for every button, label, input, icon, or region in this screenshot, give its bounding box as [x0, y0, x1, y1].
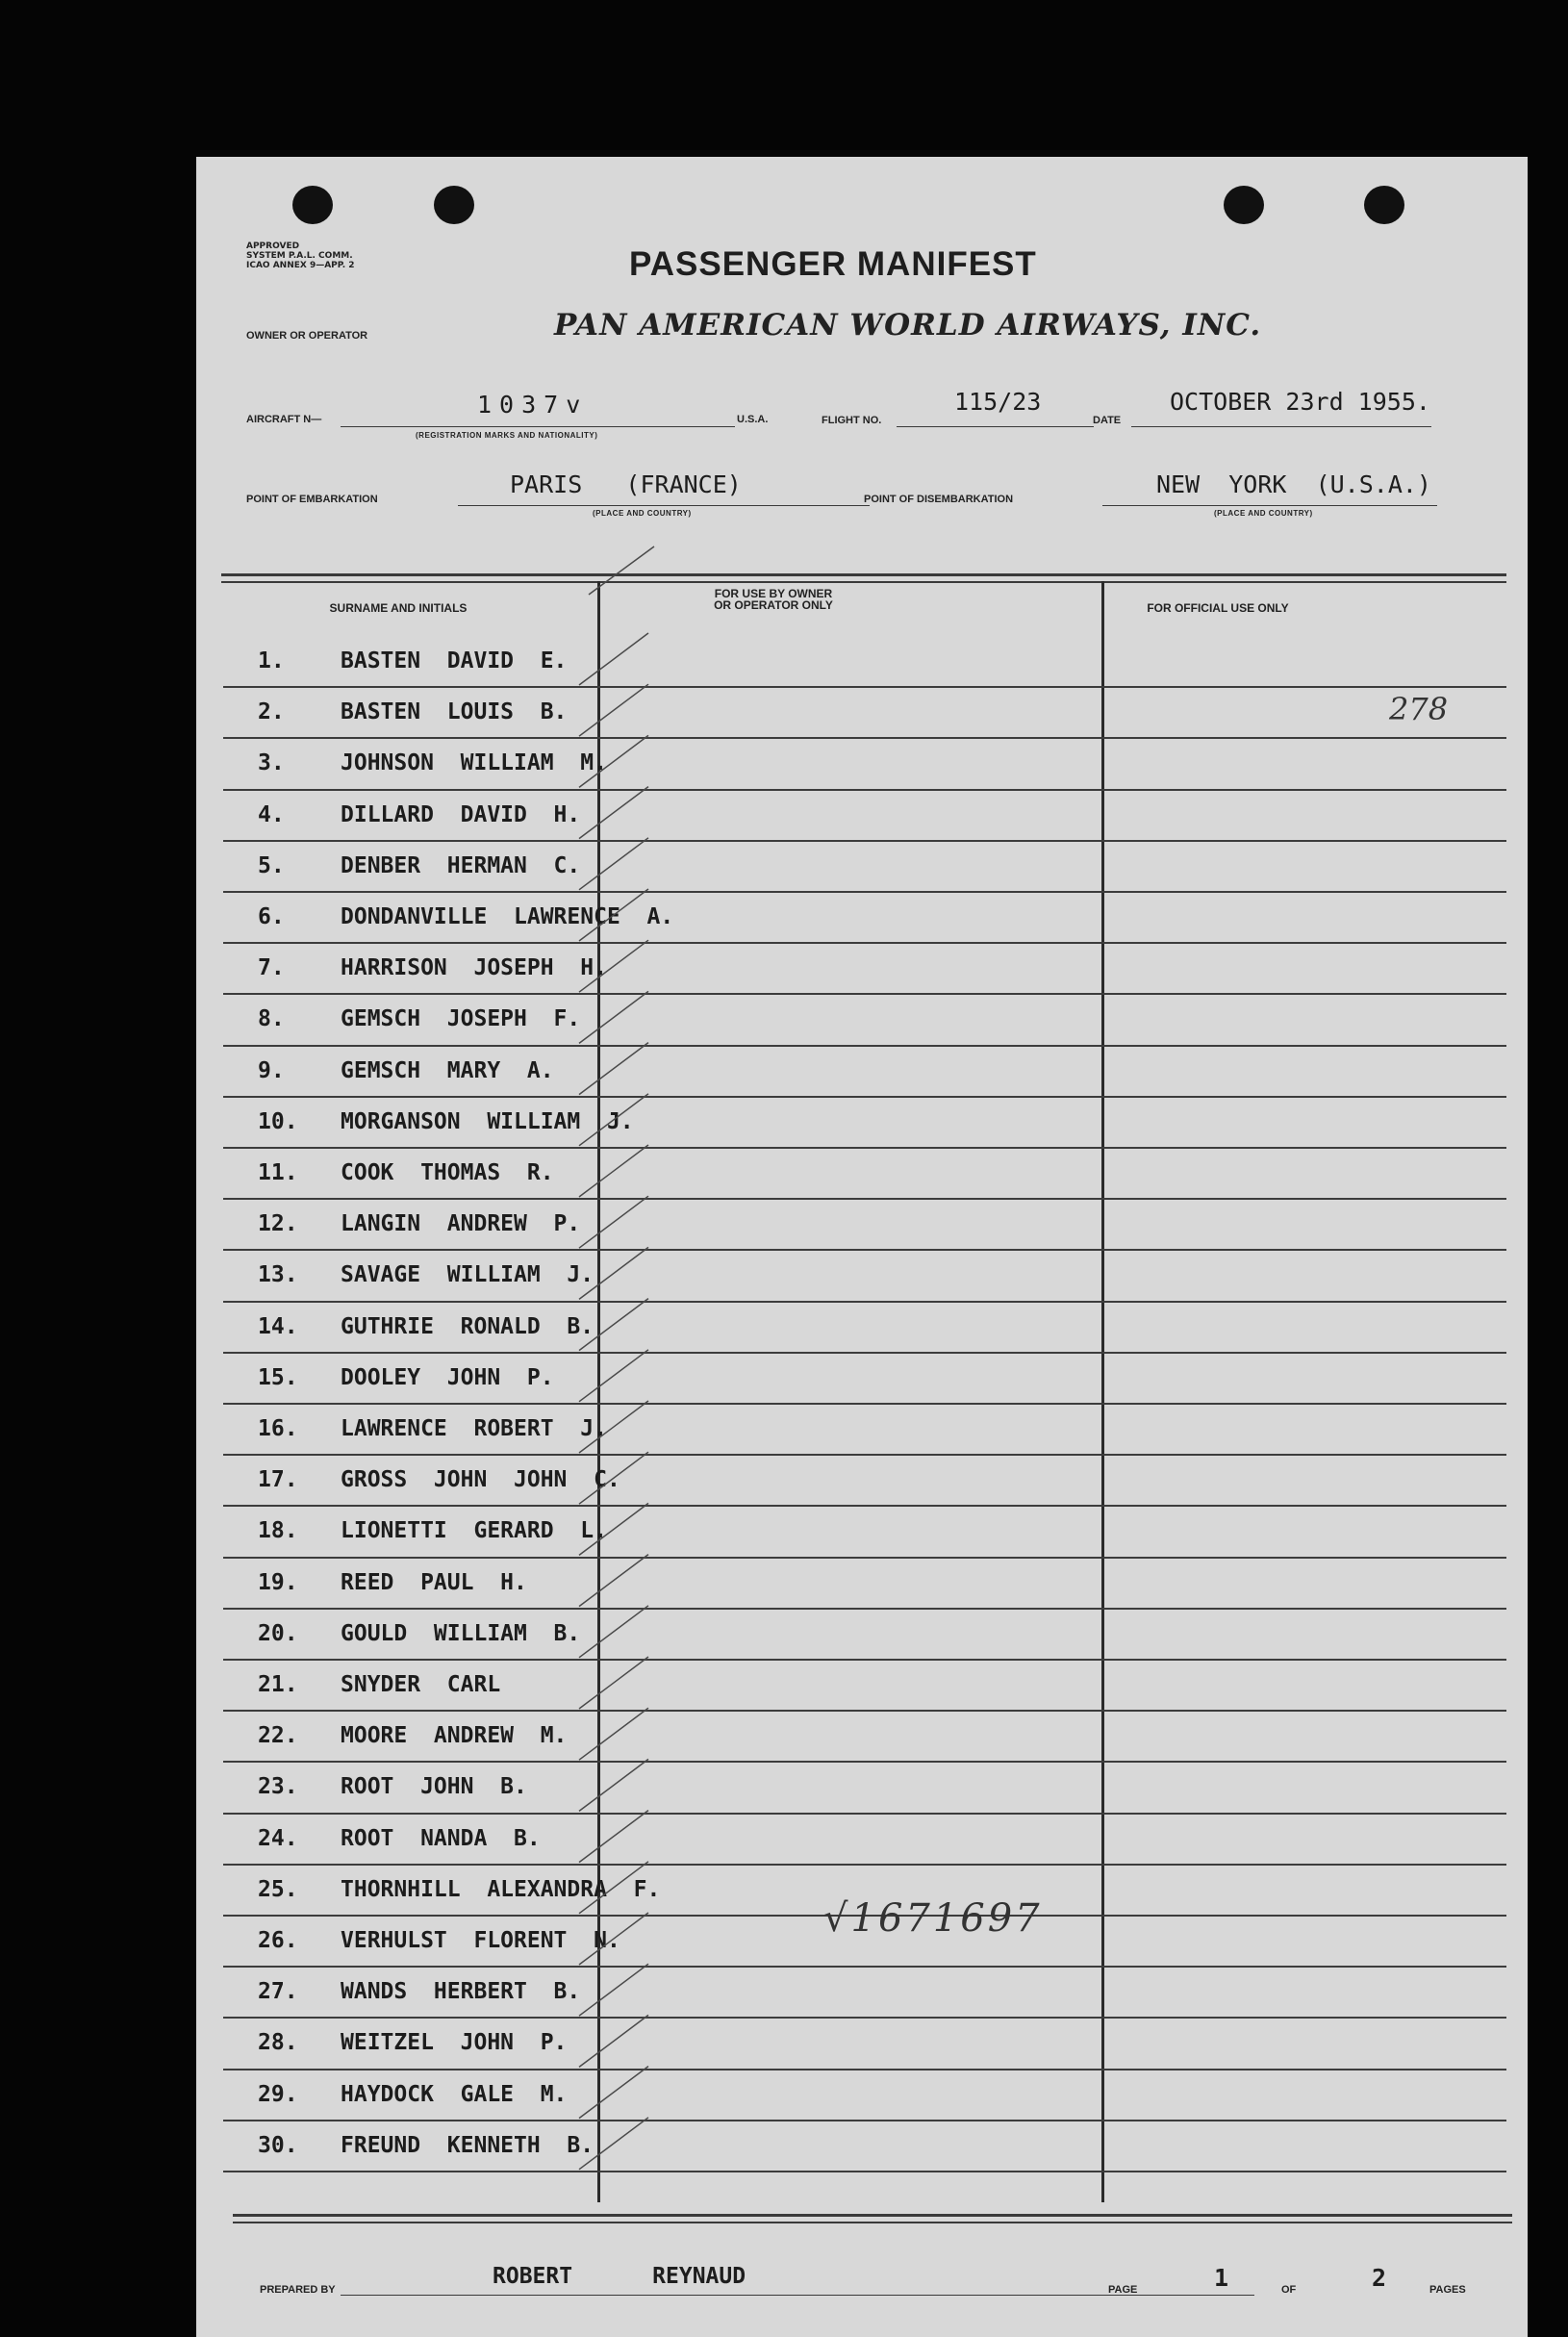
check-mark — [579, 1043, 648, 1095]
passenger-name: DENBER HERMAN C. — [341, 852, 581, 878]
total-pages: 2 — [1372, 2264, 1387, 2292]
passenger-number: 24. — [258, 1825, 298, 1851]
check-mark — [579, 684, 648, 736]
passenger-name: LAWRENCE ROBERT J. — [341, 1416, 607, 1441]
passenger-number: 29. — [258, 2081, 298, 2107]
passenger-number: 16. — [258, 1416, 298, 1441]
passenger-name: DONDANVILLE LAWRENCE A. — [341, 904, 674, 929]
passenger-number: 5. — [258, 852, 285, 878]
passenger-name: GUTHRIE RONALD B. — [341, 1313, 594, 1339]
aircraft-label: AIRCRAFT N— — [246, 414, 322, 425]
check-mark — [579, 1964, 648, 2016]
aircraft-caption: (REGISTRATION MARKS AND NATIONALITY) — [416, 431, 598, 440]
passenger-name: HAYDOCK GALE M. — [341, 2081, 568, 2107]
passenger-number: 17. — [258, 1467, 298, 1493]
check-mark — [579, 1094, 648, 1146]
page-number: 1 — [1214, 2264, 1229, 2292]
check-mark — [579, 889, 648, 941]
passenger-number: 3. — [258, 750, 285, 776]
passenger-name: SNYDER CARL — [341, 1672, 501, 1697]
prepared-label: PREPARED BY — [260, 2284, 336, 2296]
passenger-name: WEITZEL JOHN P. — [341, 2030, 568, 2056]
passenger-name: ROOT JOHN B. — [341, 1774, 527, 1800]
table-bottom-rule-2 — [233, 2222, 1512, 2223]
check-mark — [579, 1196, 648, 1248]
check-mark — [579, 2118, 648, 2170]
disembark-label: POINT OF DISEMBARKATION — [864, 494, 1014, 505]
passenger-name: GOULD WILLIAM B. — [341, 1620, 581, 1646]
passenger-number: 13. — [258, 1262, 298, 1288]
flight-date: OCTOBER 23rd 1955. — [1170, 388, 1430, 416]
passenger-name: DOOLEY JOHN P. — [341, 1364, 554, 1390]
check-mark — [579, 1811, 648, 1863]
passenger-name: ROOT NANDA B. — [341, 1825, 541, 1851]
check-mark — [579, 940, 648, 992]
passenger-name: MOORE ANDREW M. — [341, 1723, 568, 1749]
of-label: OF — [1281, 2284, 1297, 2296]
passenger-number: 25. — [258, 1876, 298, 1902]
check-mark — [579, 2067, 648, 2119]
passenger-number: 12. — [258, 1211, 298, 1237]
check-mark — [579, 1862, 648, 1914]
owner-label: OWNER OR OPERATOR — [246, 330, 368, 342]
passenger-number: 28. — [258, 2030, 298, 2056]
passenger-name: GROSS JOHN JOHN C. — [341, 1467, 620, 1493]
page-label: PAGE — [1108, 2284, 1138, 2296]
flight-number: 115/23 — [954, 388, 1042, 416]
passenger-number: 9. — [258, 1057, 285, 1083]
passenger-number: 4. — [258, 801, 285, 827]
passenger-number: 6. — [258, 904, 285, 929]
passenger-number: 10. — [258, 1108, 298, 1134]
passenger-name: THORNHILL ALEXANDRA F. — [341, 1876, 661, 1902]
passenger-name: SAVAGE WILLIAM J. — [341, 1262, 594, 1288]
passenger-number: 18. — [258, 1518, 298, 1544]
prepared-by: ROBERT REYNAUD — [493, 2264, 746, 2289]
check-mark — [579, 991, 648, 1043]
passenger-name: GEMSCH MARY A. — [341, 1057, 554, 1083]
column-header-surname: SURNAME AND INITIALS — [329, 601, 468, 615]
column-header-owner: FOR USE BY OWNER OR OPERATOR ONLY — [714, 587, 833, 612]
passenger-number: 2. — [258, 699, 285, 725]
check-mark — [579, 2015, 648, 2067]
manifest-page — [196, 157, 1528, 2337]
passenger-number: 8. — [258, 1006, 285, 1032]
check-slashes — [196, 157, 1528, 2337]
check-mark — [579, 1606, 648, 1658]
passenger-name: MORGANSON WILLIAM J. — [341, 1108, 634, 1134]
passenger-number: 23. — [258, 1774, 298, 1800]
date-label: DATE — [1093, 415, 1122, 426]
disembark-caption: (PLACE AND COUNTRY) — [1214, 509, 1313, 518]
passenger-name: BASTEN DAVID E. — [341, 648, 568, 673]
check-mark — [589, 546, 654, 595]
check-mark — [579, 787, 648, 839]
check-mark — [579, 1452, 648, 1504]
passenger-name: LANGIN ANDREW P. — [341, 1211, 581, 1237]
passenger-number: 27. — [258, 1979, 298, 2005]
embarkation-place: PARIS (FRANCE) — [510, 470, 742, 498]
usa-label: U.S.A. — [737, 414, 769, 425]
embark-label: POINT OF EMBARKATION — [246, 494, 378, 505]
owner-handwritten-note: √1671697 — [823, 1896, 1043, 1941]
check-mark — [579, 633, 648, 685]
passenger-name: BASTEN LOUIS B. — [341, 699, 568, 725]
check-mark — [579, 838, 648, 890]
company-name: PAN AMERICAN WORLD AIRWAYS, INC. — [554, 308, 1262, 343]
check-mark — [579, 1759, 648, 1811]
approval-stamp: APPROVED SYSTEM P.A.L. COMM. ICAO ANNEX 9—APP. 2 — [246, 241, 355, 270]
check-mark — [579, 1247, 648, 1299]
passenger-name: VERHULST FLORENT N. — [341, 1928, 620, 1953]
passenger-number: 19. — [258, 1569, 298, 1595]
passenger-number: 26. — [258, 1928, 298, 1953]
passenger-number: 21. — [258, 1672, 298, 1697]
check-mark — [579, 1145, 648, 1197]
passenger-name: HARRISON JOSEPH H. — [341, 955, 607, 981]
disembarkation-place: NEW YORK (U.S.A.) — [1156, 470, 1431, 498]
form-title: PASSENGER MANIFEST — [629, 245, 1037, 283]
passenger-name: WANDS HERBERT B. — [341, 1979, 581, 2005]
official-handwritten-note: 278 — [1389, 691, 1449, 727]
check-mark — [579, 1299, 648, 1351]
passenger-name: COOK THOMAS R. — [341, 1160, 554, 1185]
check-mark — [579, 735, 648, 787]
passenger-name: LIONETTI GERARD L. — [341, 1518, 607, 1544]
passenger-name: DILLARD DAVID H. — [341, 801, 581, 827]
passenger-number: 11. — [258, 1160, 298, 1185]
passenger-number: 15. — [258, 1364, 298, 1390]
passenger-name: REED PAUL H. — [341, 1569, 527, 1595]
passenger-number: 22. — [258, 1723, 298, 1749]
passenger-name: FREUND KENNETH B. — [341, 2132, 594, 2158]
passenger-name: GEMSCH JOSEPH F. — [341, 1006, 581, 1032]
pages-label: PAGES — [1429, 2284, 1466, 2296]
check-mark — [579, 1657, 648, 1709]
passenger-name: JOHNSON WILLIAM M. — [341, 750, 607, 776]
check-mark — [579, 1708, 648, 1760]
aircraft-number: 1037v — [477, 391, 589, 419]
flight-label: FLIGHT NO. — [822, 415, 882, 426]
passenger-number: 30. — [258, 2132, 298, 2158]
table-bottom-rule — [233, 2214, 1512, 2217]
check-mark — [579, 1350, 648, 1402]
passenger-number: 14. — [258, 1313, 298, 1339]
passenger-number: 20. — [258, 1620, 298, 1646]
embark-caption: (PLACE AND COUNTRY) — [593, 509, 692, 518]
check-mark — [579, 1401, 648, 1453]
check-mark — [579, 1913, 648, 1965]
check-mark — [579, 1503, 648, 1555]
passenger-number: 1. — [258, 648, 285, 673]
column-header-official: FOR OFFICIAL USE ONLY — [1147, 601, 1289, 615]
check-mark — [579, 1555, 648, 1607]
passenger-number: 7. — [258, 955, 285, 981]
